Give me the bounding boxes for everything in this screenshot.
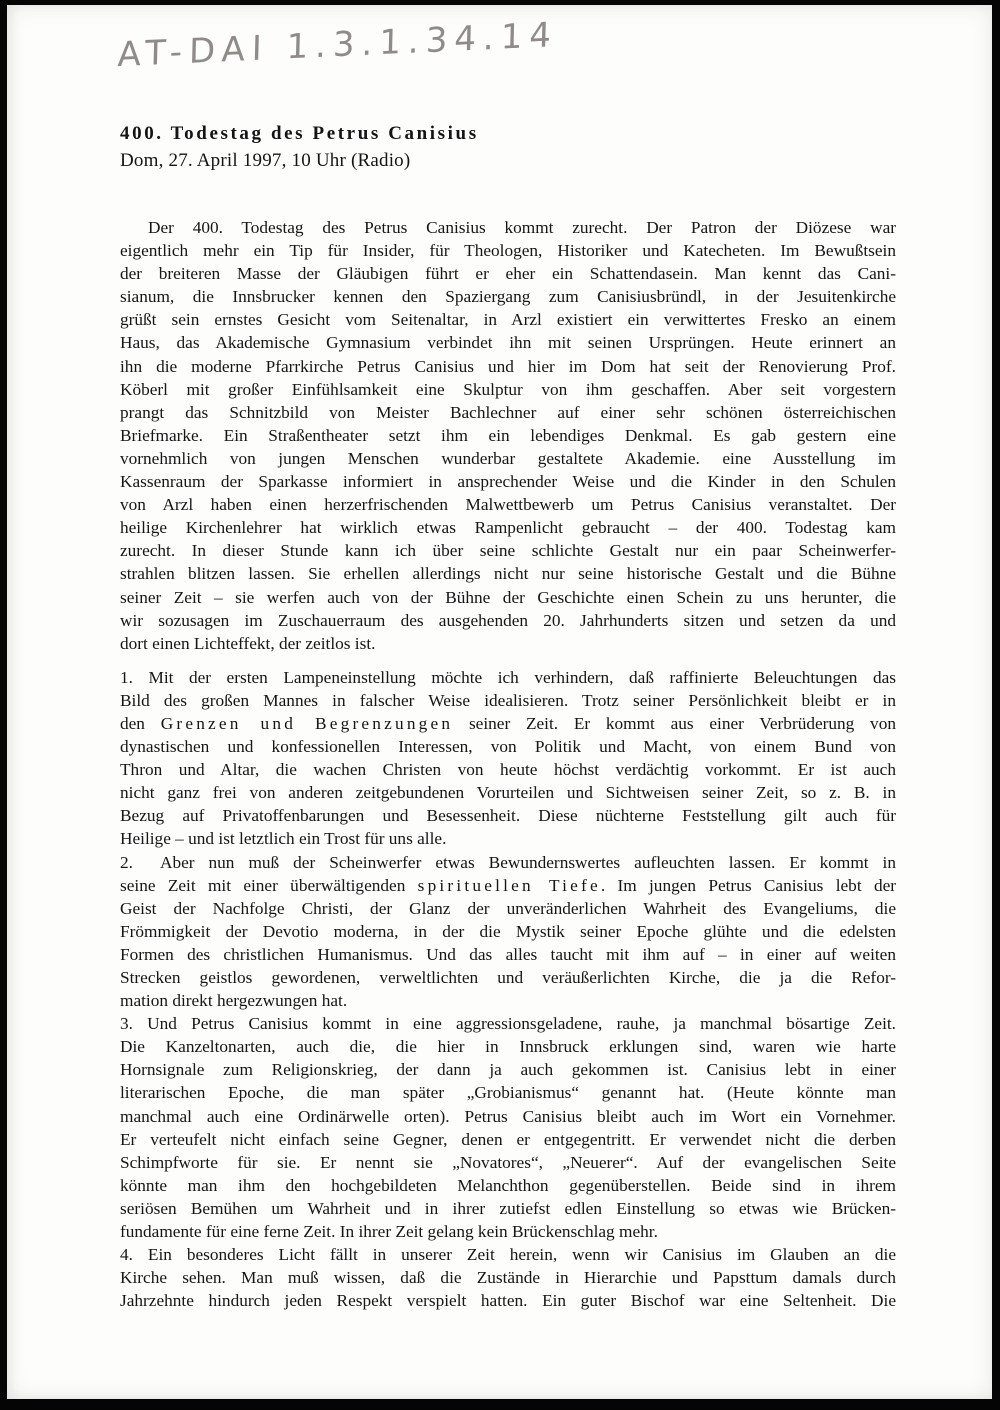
text-segment: fundamente für eine ferne Zeit. In ihrer Zeit gelang kein Brückenschlag mehr. [120, 1222, 658, 1242]
text-line [120, 1105, 896, 1128]
text-segment: dort einen Lichteffekt, der zeitlos ist. [120, 633, 376, 653]
text-segment: Köberl mit großer Einfühlsamkeit eine Skulptur von ihm geschaffen. Aber seit vorgestern [120, 379, 896, 399]
text-segment: seiner Zeit. Er kommt aus einer Verbrüderung von [453, 713, 896, 733]
text-segment: Geist der Nachfolge Christi, der Glanz der unveränderlichen Wahrheit des Evangeliums, die [120, 898, 896, 918]
text-segment: Thron und Altar, die wachen Christen von heute höchst verdächtig vorkommt. Er ist auch [120, 760, 896, 780]
text-line [120, 966, 896, 989]
text-segment: Frömmigkeit der Devotio moderna, in der die Mystik seiner Epoche glühte und die edelsten [120, 921, 896, 941]
text-line [120, 1012, 896, 1035]
numbered-paragraph-1 [120, 666, 896, 851]
text-segment: Briefmarke. Ein Straßentheater setzt ihm ein lebendiges Denkmal. Es gab gestern eine [120, 425, 896, 445]
text-line [120, 308, 896, 331]
text-segment: ihn die moderne Pfarrkirche Petrus Canisius und hier im Dom hat seit der Renovierung Prof. [120, 356, 896, 376]
text-line [120, 331, 896, 354]
text-line [120, 712, 896, 735]
text-line [120, 781, 896, 804]
text-line [120, 378, 896, 401]
text-segment: Jahrzehnte hindurch jeden Respekt verspielt hatten. Ein guter Bischof war eine Seltenheit. Die [120, 1291, 896, 1311]
text-line [120, 666, 896, 689]
text-line [120, 1266, 896, 1289]
text-segment: eigentlich mehr ein Tip für Insider, für Theologen, Historiker und Katecheten. Im Bewußtsein [120, 241, 896, 261]
text-line [120, 827, 896, 850]
text-segment: heilige Kirchenlehrer hat wirklich etwas Rampenlicht gebraucht – der 400. Todestag kam [120, 518, 896, 538]
text-segment: Heilige – und ist letztlich ein Trost für uns alle. [120, 829, 447, 849]
text-segment: Kassenraum der Sparkasse informiert in ansprechender Weise und die Kinder in den Schulen [120, 472, 896, 492]
text-segment: von Arzl haben einen herzerfrischenden Malwettbewerb um Petrus Canisius veranstaltet. Der [120, 495, 896, 515]
text-line [120, 1174, 896, 1197]
text-line [120, 632, 896, 655]
text-segment: Er verteufelt nicht einfach seine Gegner, denen er entgegentritt. Er verwendet nicht die derben [120, 1129, 896, 1149]
text-segment: der breiteren Masse der Gläubigen führt er eher ein Schattendasein. Man kennt das Cani- [120, 264, 896, 284]
text-segment: zurecht. In dieser Stunde kann ich über seine schlichte Gestalt nur ein paar Scheinwerfer- [120, 541, 896, 561]
text-segment: vornehmlich von jungen Menschen wunderbar gestaltete Akademie. eine Ausstellung im [120, 448, 896, 468]
text-line [120, 920, 896, 943]
text-segment: Hornsignale zum Religionskrieg, der dann ja auch gekommen ist. Canisius lebt in einer [120, 1060, 896, 1080]
text-segment: 4. Ein besonderes Licht fällt in unserer Zeit herein, wenn wir Canisius im Glauben an die [120, 1245, 896, 1265]
text-line [120, 735, 896, 758]
text-segment: seine Zeit mit einer überwältigenden [120, 875, 418, 895]
intro-paragraph [120, 216, 896, 655]
text-line [120, 262, 896, 285]
text-segment: wir sozusagen im Zuschauerraum des ausgehenden 20. Jahrhunderts sitzen und setzen da und [120, 610, 896, 630]
text-line [120, 470, 896, 493]
text-line [120, 989, 896, 1012]
text-line [120, 562, 896, 585]
text-segment: strahlen blitzen lassen. Sie erhellen allerdings nicht nur seine historische Gestalt und die Bühne [120, 564, 896, 584]
emphasized-spaced-text: Grenzen und Begrenzungen [160, 713, 454, 733]
text-line [120, 1058, 896, 1081]
text-line [120, 539, 896, 562]
text-segment: dynastischen und konfessionellen Interessen, von Politik und Macht, von einem Bund von [120, 737, 896, 757]
handwritten-archive-annotation: AT-DAI 1.3.1.34.14 [117, 15, 559, 76]
document-body [120, 216, 896, 1312]
document-title: 400. Todestag des Petrus Canisius [120, 123, 479, 144]
text-segment: Kirche sehen. Man muß wissen, daß die Zustände in Hierarchie und Papsttum damals durch [120, 1268, 896, 1288]
text-line [120, 1128, 896, 1151]
text-line [120, 1081, 896, 1104]
text-segment: manchmal auch eine Ordinärwelle orten). Petrus Canisius bleibt auch im Wort ein Vornehmer. [120, 1106, 896, 1126]
text-segment: Schimpfworte für sie. Er nennt sie „Novatores“, „Neuerer“. Auf der evangelischen Seite [120, 1152, 896, 1172]
text-line [120, 239, 896, 262]
text-segment: Die Kanzeltonarten, auch die, die hier in Innsbruck erklungen sind, waren wie harte [120, 1037, 896, 1057]
text-line [120, 401, 896, 424]
numbered-paragraph-2 [120, 851, 896, 1013]
text-segment: Der 400. Todestag des Petrus Canisius kommt zurecht. Der Patron der Diözese war [148, 218, 896, 237]
text-line [120, 586, 896, 609]
text-segment: Strecken geistlos gewordenen, verweltlichten und veräußerlichten Kirche, die ja die Refor- [120, 968, 896, 987]
text-segment: 1. Mit der ersten Lampeneinstellung möchte ich verhindern, daß raffinierte Beleuchtungen das [120, 667, 896, 687]
numbered-paragraph-4 [120, 1243, 896, 1312]
text-line [120, 1151, 896, 1174]
text-line [120, 943, 896, 966]
document-header [120, 123, 479, 172]
text-line [120, 804, 896, 827]
text-line [120, 516, 896, 539]
text-line [120, 216, 896, 239]
text-line [120, 874, 896, 897]
text-segment: könnte man ihm den hochgebildeten Melanchthon gegenüberstellen. Beide sind in ihrem [120, 1175, 896, 1195]
text-segment: prangt das Schnitzbild von Meister Bachlechner auf einer sehr schönen österreichischen [120, 402, 896, 422]
text-segment: sianum, die Innsbrucker kennen den Spaziergang zum Canisiusbründl, in der Jesuitenkirche [120, 287, 896, 307]
text-line [120, 1243, 896, 1266]
text-line [120, 355, 896, 378]
numbered-paragraph-3 [120, 1012, 896, 1243]
text-segment: . Im jungen Petrus Canisius lebt der [600, 875, 896, 895]
text-segment: mation direkt hergezwungen hat. [120, 991, 348, 1011]
emphasized-spaced-text: spirituellen Tiefe [417, 875, 601, 895]
text-segment: Haus, das Akademische Gymnasium verbindet ihn mit seinen Ursprüngen. Heute erinnert an [120, 333, 896, 353]
text-line [120, 1289, 896, 1312]
text-segment: 2. Aber nun muß der Scheinwerfer etwas Bewundernswertes aufleuchten lassen. Er kommt in [120, 852, 896, 872]
text-line [120, 851, 896, 874]
text-segment: seriösen Bemühen um Wahrheit und in ihrer zutiefst edlen Einstellung so etwas wie Brücken- [120, 1198, 896, 1218]
text-line [120, 1220, 896, 1243]
text-segment: Bild des großen Mannes in falscher Weise idealisieren. Trotz seiner Persönlichkeit bleibt er in [120, 690, 896, 710]
text-line [120, 447, 896, 470]
text-line [120, 285, 896, 308]
text-segment: nicht ganz frei von anderen zeitgebundenen Vorurteilen und Sichtweisen seiner Zeit, so z. B. in [120, 783, 896, 803]
text-line [120, 1035, 896, 1058]
text-segment: grüßt sein ernstes Gesicht vom Seitenaltar, in Arzl existiert ein verwittertes Fresko an einem [120, 310, 896, 330]
text-segment: literarischen Epoche, die man später „Grobianismus“ genannt hat. (Heute könnte man [120, 1083, 896, 1103]
text-line [120, 758, 896, 781]
document-subtitle: Dom, 27. April 1997, 10 Uhr (Radio) [120, 150, 411, 171]
text-segment: den [120, 713, 161, 733]
text-line [120, 897, 896, 920]
text-segment: seiner Zeit – sie werfen auch von der Bühne der Geschichte einen Schein zu uns herunter, die [120, 587, 896, 607]
text-segment: 3. Und Petrus Canisius kommt in eine aggressionsgeladene, rauhe, ja manchmal bösartige Zeit. [120, 1014, 896, 1034]
text-line [120, 424, 896, 447]
text-line [120, 493, 896, 516]
text-segment: Bezug auf Privatoffenbarungen und Besessenheit. Diese nüchterne Feststellung gilt auch für [120, 806, 896, 826]
scanned-paper-page [7, 5, 992, 1399]
text-segment: Formen des christlichen Humanismus. Und das alles taucht mit ihm auf – in einer auf weiten [120, 944, 896, 964]
text-line [120, 689, 896, 712]
text-line [120, 609, 896, 632]
text-line [120, 1197, 896, 1220]
